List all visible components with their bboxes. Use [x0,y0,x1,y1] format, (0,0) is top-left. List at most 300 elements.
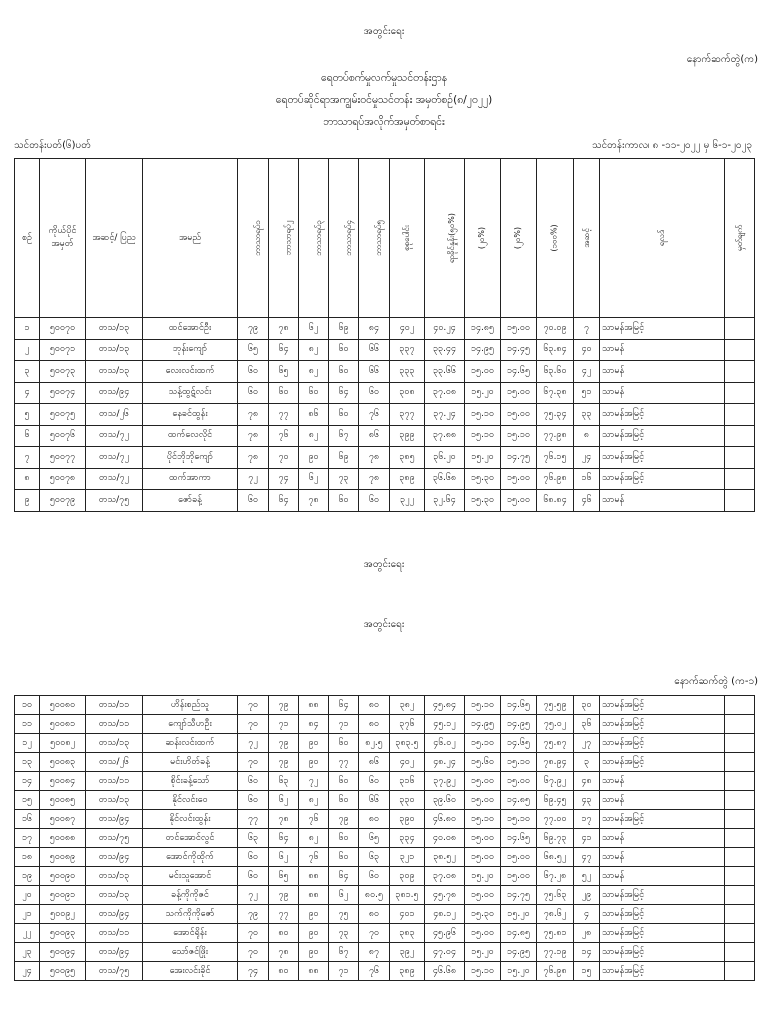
table-cell: လေးလင်းထက် [143,361,238,383]
table-cell [725,490,755,512]
table-cell: တသ/၇၂ [86,425,143,447]
table-cell: ၇၅.၅၉ [537,696,574,715]
table-cell: ၇၈ [269,943,299,962]
table-cell: ၉၀ [299,447,329,469]
table-cell: ၆၆ [359,791,390,810]
table-cell: ၇၀ [269,447,299,469]
table-row [15,810,755,829]
table-cell: ၄၈.၂၄ [425,753,465,772]
table-cell: ၈၂ [299,425,329,447]
table-cell: ၇၉ [238,905,269,924]
table-row [15,772,755,791]
table-cell: ၃၈၃.၅ [390,734,425,753]
table-cell: ၆၀ [359,490,390,512]
table-cell: ၄၃ [574,791,600,810]
table-cell: ၄၅.၇၈ [425,886,465,905]
table-cell: ၆၇ [329,943,359,962]
table-cell: ၆၆ [359,361,390,383]
table-cell: ၇ [574,318,600,340]
table-cell [725,318,755,340]
table-cell [725,886,755,905]
table-cell [725,696,755,715]
table-cell: ၁၄.၄၅ [501,339,537,361]
table-cell [725,867,755,886]
table-cell: ၆၄ [269,490,299,512]
table-cell: ၇ [15,447,40,469]
table-cell: သာမန်အမြင့် [600,318,725,340]
table-cell: ၇၆ [299,810,329,829]
table-cell: တသ/၉၄ [86,848,143,867]
table-cell: ၁၇ [15,829,40,848]
table-cell: သာမန် [600,382,725,404]
table-cell [725,339,755,361]
table-cell: ၃၃၄ [390,829,425,848]
table-cell: ၇၆ [269,425,299,447]
table-cell: ၁၅.၀၀ [501,867,537,886]
table-cell: ၇၅.၆၃ [537,886,574,905]
column-header-label: စုစုပေါင်း [401,225,411,251]
table-cell: ၁၅.၂၀ [501,962,537,981]
table-cell: ၄၀.၀၈ [425,829,465,848]
table-cell: ၁၅.၀၀ [501,382,537,404]
table-cell: ၁၅.၂၀ [465,382,501,404]
table-cell: ၇၈ [238,425,269,447]
table-cell [725,468,755,490]
table-cell: ၃ [15,361,40,383]
table-cell: ၄၅.၈၄ [425,696,465,715]
table-row [15,425,755,447]
table-cell: ၈၄ [299,715,329,734]
table-cell: ၄၇ [574,848,600,867]
table-cell: ၆၄ [329,382,359,404]
table-cell: ၆၂ [299,318,329,340]
table-cell: ၁၅.၀၀ [465,848,501,867]
title-line-1: ရေတပ်စက်မှုလက်မှုသင်တန်းဌာန [320,72,448,84]
table-cell: ၄၆.၀၂ [425,734,465,753]
table-cell: သာမန် [600,361,725,383]
table-cell: ၈၇ [359,943,390,962]
table-cell: အောင်ကိုထိုက် [143,848,238,867]
table-cell: ၁၉ [15,867,40,886]
table-cell: ၄၆ [574,490,600,512]
column-header-label: ဘာသာရပ်၅ [373,220,383,256]
table-cell: ၇၆ [359,404,390,426]
table-cell: သာမန် [600,829,725,848]
table-cell: ၁၅.၀၀ [465,886,501,905]
table-cell [725,753,755,772]
table-cell: ၇၈ [238,404,269,426]
table-cell: ၅၀၀၇၆ [40,425,86,447]
table-cell: ၆၃.၈၄ [537,339,574,361]
table-cell: ၆၀ [329,490,359,512]
table-cell: ၇၉ [329,810,359,829]
table-cell: ၇၈ [359,447,390,469]
table-cell: ၇၇.၉၈ [537,425,574,447]
table-cell: ၁၅.၀၀ [465,791,501,810]
table-cell: ၅၀၀၇၁ [40,339,86,361]
table-cell: ၁၄.၉၅ [501,943,537,962]
table-cell: ၃၈၃ [390,924,425,943]
table-cell: ဆန်းလင်းထက် [143,734,238,753]
table-cell: ၇၆.၉၈ [537,468,574,490]
table-cell: ၃၇၇ [390,404,425,426]
column-header-label: ရလဒ် [656,229,666,247]
table-cell: ၇၀.၀၉ [537,318,574,340]
table-cell: ၅၀၀၈၁ [40,715,86,734]
table-cell [725,962,755,981]
table-cell [725,715,755,734]
table-cell: ၃၉.၆၀ [425,791,465,810]
table-cell: ၇၉ [269,734,299,753]
table-cell: ၁၄.၇၅ [501,447,537,469]
table-cell: ၁၈ [15,848,40,867]
table-cell: ၄၀၂ [390,753,425,772]
table-cell: ၆၃ [269,772,299,791]
table-cell: ၇၂ [238,886,269,905]
table-cell: ၁၆ [15,810,40,829]
table-cell: ၈၆ [299,404,329,426]
table-cell: ၂၁ [15,905,40,924]
table-cell: တသ/၁၃ [86,867,143,886]
table-cell: ၁၄.၇၅ [501,886,537,905]
table-cell: သာမန်အမြင့် [600,696,725,715]
table-cell: ထင်အောင်ဦး [143,318,238,340]
table-cell [725,905,755,924]
table-cell: ၃၂၂ [390,490,425,512]
table-cell: ၆၄ [269,829,299,848]
table-cell: ၈၂.၅ [359,734,390,753]
table-cell: ၁၁ [15,715,40,734]
table-cell: ၅၁ [574,382,600,404]
table-cell: ၅၀၀၉၂ [40,905,86,924]
table-cell: ၇၃ [329,468,359,490]
course-period: သင်တန်းကာလ၊ ၈ -၁၁-၂၀၂၂ မှ ၆-၁-၂၀၂၃ [591,140,752,151]
table-cell: ၆၀ [269,382,299,404]
table-cell: ၁၄.၆၅ [501,696,537,715]
table-cell: ၁၅.၁၀ [465,404,501,426]
table-cell: ၇၄ [269,468,299,490]
table-cell: ၇၆.၁၅ [537,447,574,469]
table-cell: ၁၅.၀၀ [465,924,501,943]
table-cell: ၅၀၀၇၃ [40,361,86,383]
table-cell: ၈၈ [299,962,329,981]
table-cell: ၅၀၀၈၇ [40,810,86,829]
table-cell [725,425,755,447]
table-cell: ၃၈၁.၅ [390,886,425,905]
table-cell: ၇၅ [329,905,359,924]
table-cell: ၅၀၀၇၈ [40,468,86,490]
table-cell: သာမန်အမြင့် [600,962,725,981]
table-row [15,490,755,512]
table-cell: ၄၀ [574,339,600,361]
table-cell: ၆၃.၆၀ [537,361,574,383]
table-cell: ၁၅.၂၀ [501,905,537,924]
table-cell: ၃၁၆ [390,772,425,791]
table-cell: ၈၈ [299,886,329,905]
table-cell: ၆၅ [269,867,299,886]
table-cell: ၈၀ [269,962,299,981]
table-cell: ၇၇ [269,404,299,426]
table-cell: ၃၈၉ [390,468,425,490]
table-cell: ၂၇ [574,734,600,753]
table-cell: ၁၄.၆၅ [501,734,537,753]
table-cell: ၇၅.၈၇ [537,734,574,753]
title-line-3: ဘာသာရပ်အလိုက်အမှတ်စာရင်း [323,116,445,128]
table-cell: ၁၄.၈၅ [501,924,537,943]
table-row [15,753,755,772]
table-cell: ထက်အာကာ [143,468,238,490]
table-cell: ၅၀၀၈၀ [40,696,86,715]
table-cell: ၆၀ [238,382,269,404]
table-cell [725,924,755,943]
column-header [537,159,574,318]
table-cell: ၈၈ [299,696,329,715]
table-cell: ၁၂ [15,734,40,753]
table-cell: ၇၈.၉၄ [537,753,574,772]
table-cell: ၆၀ [329,791,359,810]
table-cell: ၇၀ [238,696,269,715]
table-cell: ၃၉၂ [390,943,425,962]
table-cell: ၁၅.၃၀ [465,490,501,512]
table-cell: ခန့်ကိုကိုဇင် [143,886,238,905]
table-cell: တသ/၁၃ [86,791,143,810]
table-cell: ၇၅.၀၂ [537,715,574,734]
table-cell: သာမန်အမြင့် [600,943,725,962]
table-cell: ၁၅ [574,962,600,981]
table-cell: ၇၃ [329,924,359,943]
table-cell: နေခင်ထွန်း [143,404,238,426]
table-cell: ၆၅ [359,829,390,848]
table-cell: ၆၀ [299,382,329,404]
table-cell [725,810,755,829]
table-cell: ၄၅.၁၂ [425,715,465,734]
table-cell: ၇၄ [238,962,269,981]
table-cell: ၁၅.၁၀ [465,425,501,447]
table-cell: သာမန် [600,490,725,512]
table-cell: ၆၂ [269,791,299,810]
table-cell: နိုင်လင်းဝေ [143,791,238,810]
table-row [15,734,755,753]
table-cell: ၅၀၀၉၁ [40,886,86,905]
table-cell: ၇၆ [359,962,390,981]
table-cell: ၆၅ [238,339,269,361]
table-row [15,447,755,469]
table-cell: ၇၀ [359,924,390,943]
table-row [15,404,755,426]
table-cell: တသ/၇၅ [86,962,143,981]
table-cell: ၅၀၀၉၃ [40,924,86,943]
table-cell: ၄၅.၉၆ [425,924,465,943]
table-row [15,339,755,361]
table-cell: ၁၄ [15,772,40,791]
table-cell: ၇၇ [269,905,299,924]
table-cell: ၇၁ [269,715,299,734]
table-row [15,715,755,734]
table-cell: ၆၈.၈၄ [537,490,574,512]
table-cell: ၂၃ [15,943,40,962]
table-cell: ၈၄ [359,318,390,340]
table-cell: တသ/၁၁ [86,924,143,943]
column-header: အဆင့်/ ပြည [86,159,143,318]
column-header-label: ရာခိုင်နှုန်း(၅၀%) [446,213,456,263]
column-header [329,159,359,318]
table-cell: ၆၈.၅၂ [537,848,574,867]
table-cell: ၈၂ [299,829,329,848]
table-cell: ၃၈၅ [390,447,425,469]
table-cell: ၁၅.၀၀ [501,848,537,867]
table-cell: ၆၀ [359,772,390,791]
table-cell: ၃၇.၉၂ [425,772,465,791]
table-cell: သာမန်အမြင့် [600,810,725,829]
table-cell: ၂၀ [15,886,40,905]
column-header [465,159,501,318]
score-table-page1 [14,158,755,512]
table-cell: ထက်လေလိုင် [143,425,238,447]
table-cell: ၃၈.၅၂ [425,848,465,867]
table-cell: ၂၄ [15,962,40,981]
table-cell: ၁၄.၉၅ [501,715,537,734]
column-header-label: (၂၀%) [477,226,487,250]
table-cell: ပိုင်ဘိုဘိုကျော် [143,447,238,469]
table-cell [725,848,755,867]
table-cell: ၃၀ [574,696,600,715]
table-row [15,361,755,383]
table-cell: ၁၅.၃၀ [465,905,501,924]
table-cell: သာမန် [600,772,725,791]
course-batch: သင်တန်းပတ်(၆)ပတ် [14,140,91,151]
table-cell: ၆၀ [329,404,359,426]
column-header-label: ဘာသာရပ်၃ [313,220,323,256]
table-cell: ၈၀ [359,905,390,924]
table-cell: ၃၃၃ [390,361,425,383]
column-header: စဉ် [15,159,40,318]
table-cell: ၇၉ [269,753,299,772]
table-cell: ၃၀၈ [390,382,425,404]
table-row [15,886,755,905]
table-cell: ၅၀၀၉၀ [40,867,86,886]
table-cell: နိုင်လင်းထွန်း [143,810,238,829]
table-cell: ၉ [15,490,40,512]
table-cell: ၈၀ [359,715,390,734]
table-cell: ၆၄ [329,696,359,715]
table-cell: ၆၄ [269,339,299,361]
table-cell: တသ/၁၃ [86,339,143,361]
table-cell: ၁၅.၂၀ [465,867,501,886]
table-cell: သာမန်အမြင့် [600,905,725,924]
table-cell: ၈ [15,468,40,490]
table-cell: ၂၄ [574,447,600,469]
table-cell: ၇၁ [329,715,359,734]
classification-page2: အတွင်းရေး [363,619,405,630]
table-cell: တသ/၉၄ [86,382,143,404]
table-cell: ၄၀၂ [390,318,425,340]
table-cell: ၇၂ [299,772,329,791]
table-cell: သော်ဇင်ဖြိုး [143,943,238,962]
table-cell: ၇၆.၉၈ [537,962,574,981]
table-cell: ၁၄.၈၅ [465,318,501,340]
table-cell: ၄၁ [574,829,600,848]
column-header: ကိုယ်ပိုင် အမှတ် [40,159,86,318]
table-cell: သာမန်အမြင့် [600,468,725,490]
table-cell: တသ/၉၄ [86,943,143,962]
table-cell: ၈၂ [299,361,329,383]
table-cell: ၇၀ [238,715,269,734]
table-cell [725,361,755,383]
table-cell: ၆၀ [238,361,269,383]
table-cell: ၇၉ [269,886,299,905]
table-cell: ၇၈ [269,810,299,829]
table-cell: ၁၅.၁၀ [501,810,537,829]
table-cell: တသ/၁၃ [86,734,143,753]
table-header-row [15,159,755,318]
table-cell: ၁၅.၀၀ [501,772,537,791]
table-cell: ၁၅.၆၀ [465,753,501,772]
table-cell: ၆၀ [238,791,269,810]
table-cell: ၆၄ [329,867,359,886]
table-cell: ဟိန်းစည်သူ [143,696,238,715]
table-cell: ၇၂ [238,734,269,753]
column-header [299,159,329,318]
table-cell: ၆၀ [329,772,359,791]
table-cell: မင်းသူအောင် [143,867,238,886]
table-cell: ၃၃၇ [390,339,425,361]
table-cell: ၆၂ [269,848,299,867]
table-cell: ၇၀ [238,943,269,962]
table-cell: ၆၉.၄၅ [537,791,574,810]
table-cell: ၆၀ [329,339,359,361]
table-cell: တသ/၁၁ [86,696,143,715]
table-row [15,924,755,943]
table-cell: ၁၅.၀၀ [465,361,501,383]
table-cell: ၇၀ [238,753,269,772]
table-cell: ၁၅.၀၀ [501,404,537,426]
table-row [15,829,755,848]
table-cell: ၁၄ [574,943,600,962]
table-cell: ၃၈၉ [390,962,425,981]
table-cell: ၇၂ [238,468,269,490]
table-cell: ၁၅.၁၀ [501,753,537,772]
table-cell: တသ/၁၁ [86,715,143,734]
table-cell: ၇၇ [238,810,269,829]
table-cell: ၁၅.၁၀ [465,962,501,981]
table-row [15,791,755,810]
table-cell: ၇၉ [269,696,299,715]
column-header [725,159,755,318]
table-cell: ၁၅.၀၀ [501,490,537,512]
table-cell: သန့်ထွဋ်လင်း [143,382,238,404]
table-cell: ၈၆ [359,425,390,447]
title-line-2: ရေတပ်ဆိုင်ရာအကျွမ်းဝင်မှုသင်တန်း အမှတ်စဉ်(၈/၂၀၂၂) [275,94,493,106]
table-cell: ၆၃ [359,848,390,867]
table-cell: တသ/၂၆ [86,404,143,426]
table-cell: ၁ [15,318,40,340]
table-cell: ၆၂ [329,886,359,905]
table-cell: ၃၃ [574,404,600,426]
table-cell: ၅ [15,404,40,426]
table-cell: သာမန်အမြင့် [600,425,725,447]
table-cell: ၈၀ [269,924,299,943]
table-cell: သာမန် [600,867,725,886]
table-row [15,848,755,867]
table-row [15,867,755,886]
table-cell: တသ/၇၂ [86,468,143,490]
table-cell: ၃၂.၆၄ [425,490,465,512]
table-cell: ၂၈ [574,924,600,943]
table-cell: ၁၅ [15,791,40,810]
table-cell: ၁၅.၂၀ [465,943,501,962]
table-cell: ၄၆.၆၈ [425,962,465,981]
table-cell: ၆၉.၇၃ [537,829,574,848]
